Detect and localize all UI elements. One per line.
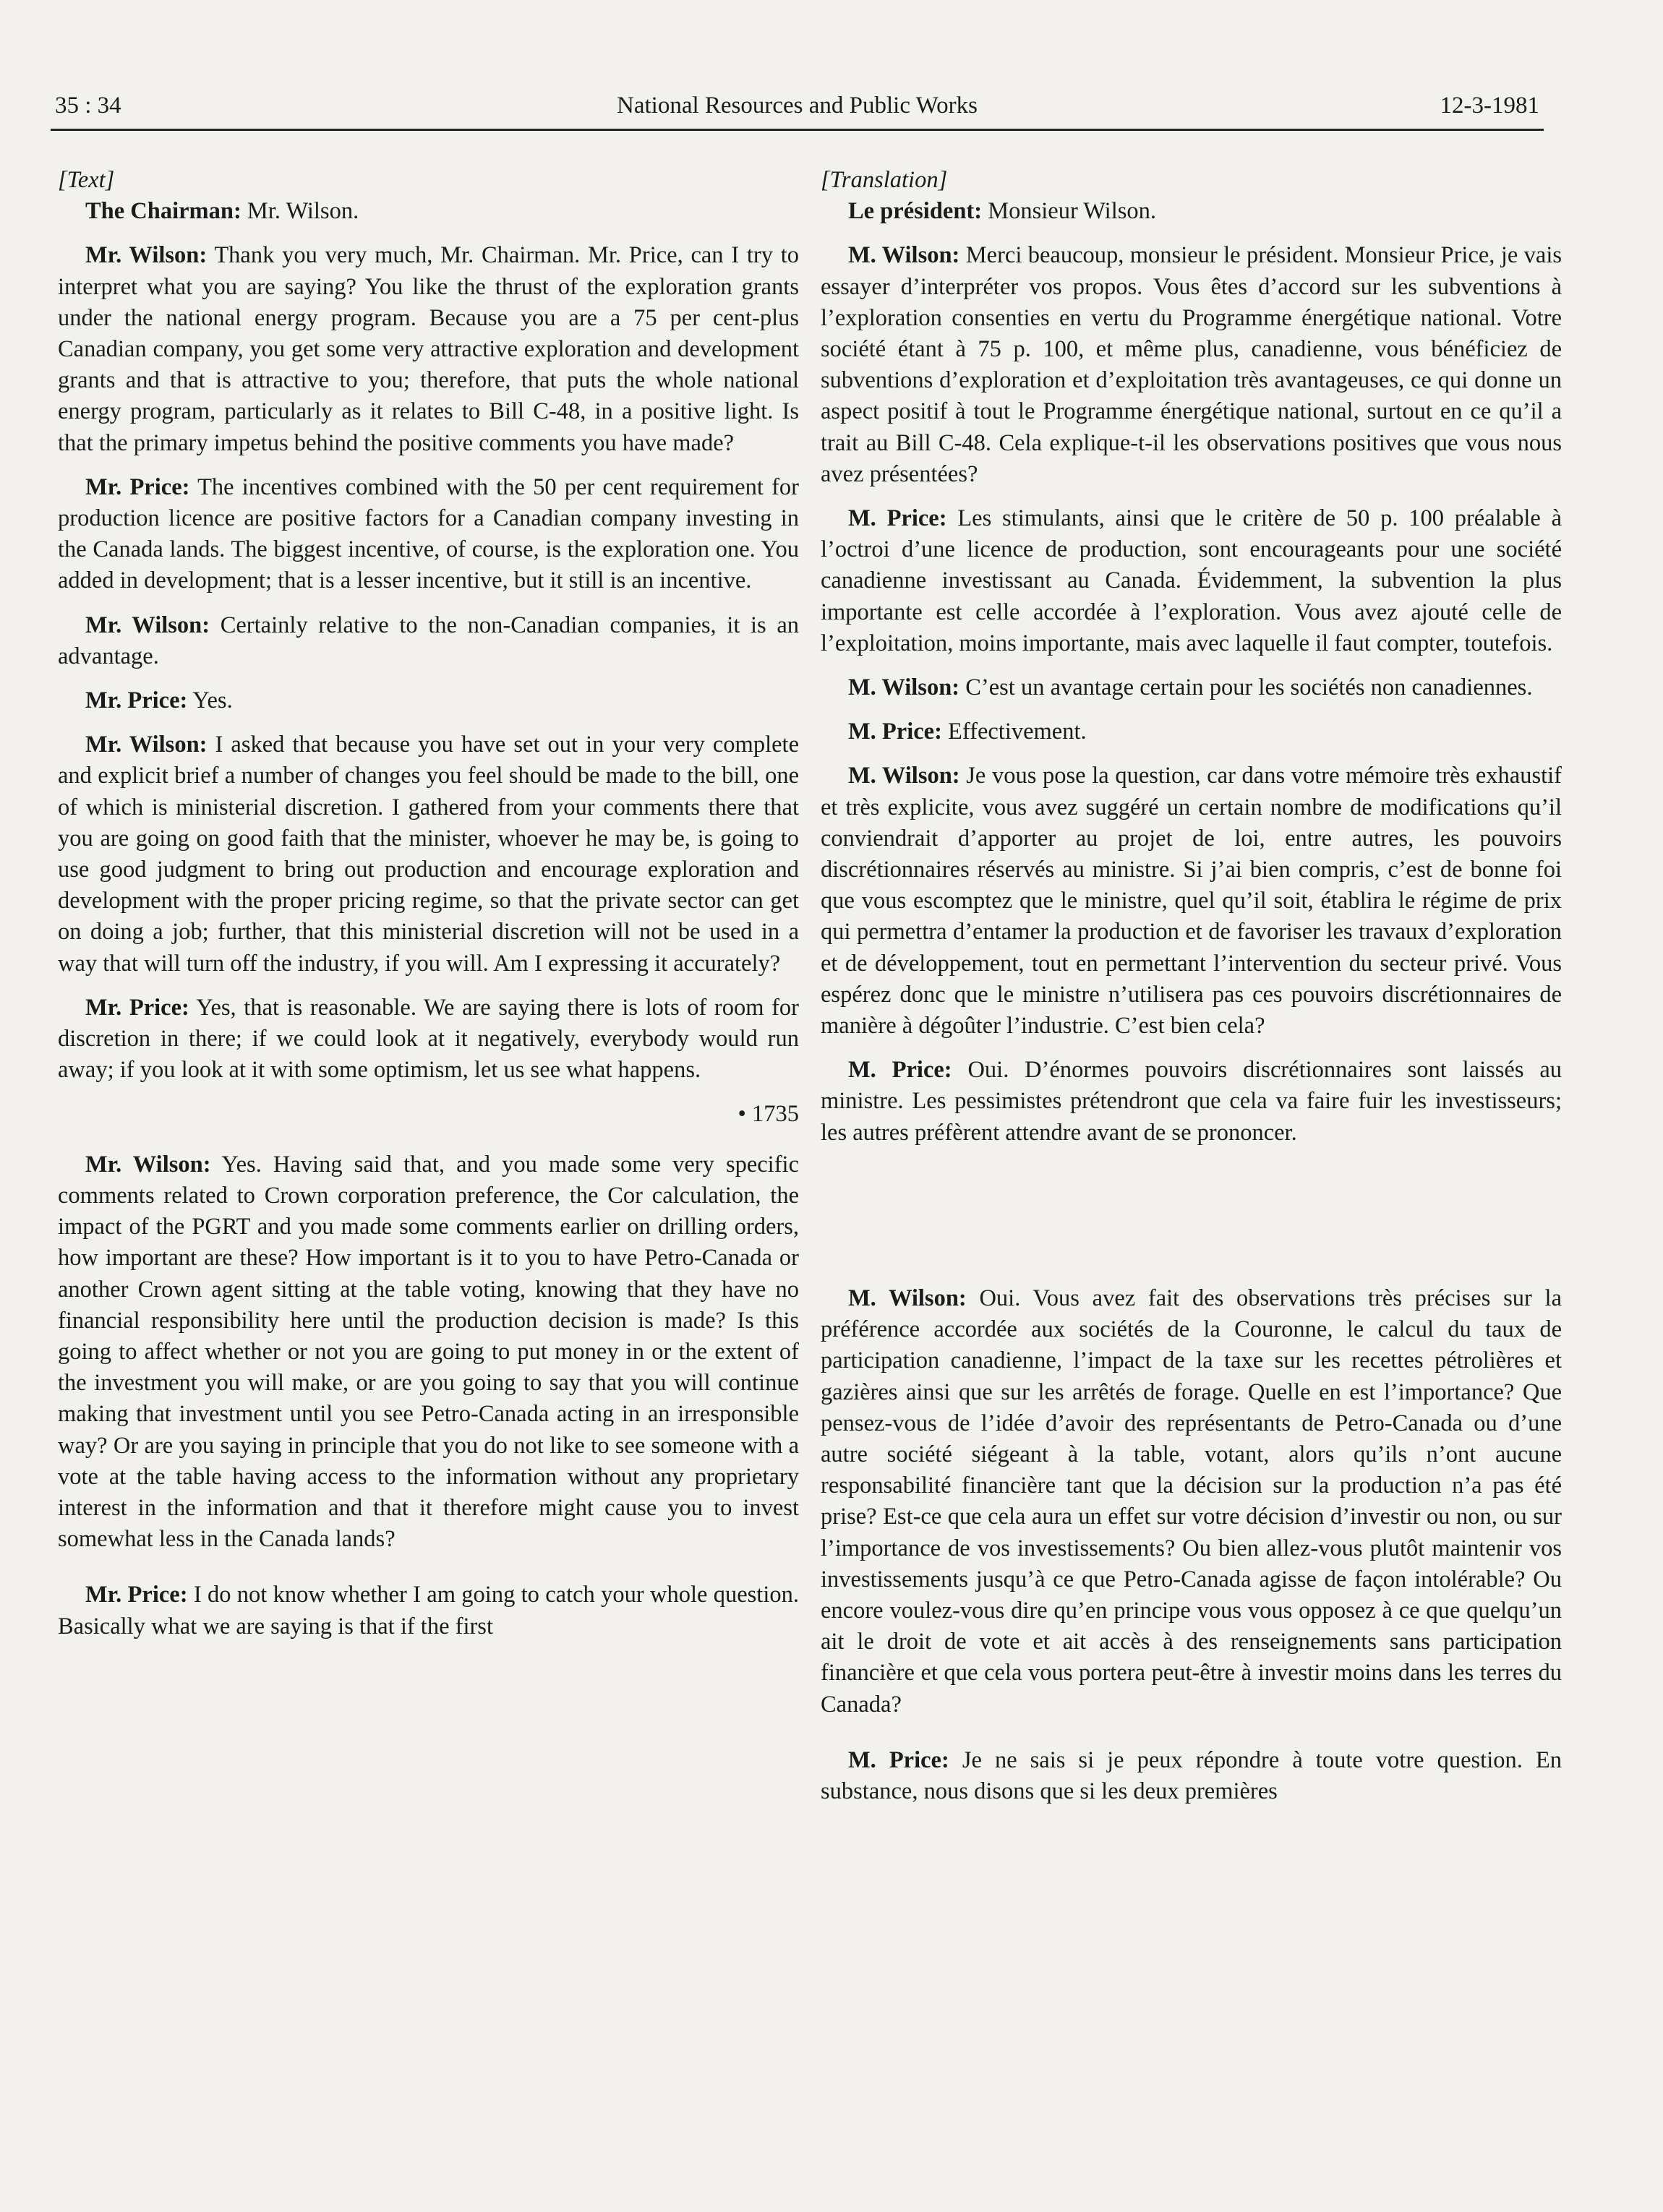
paragraph — [58, 610, 799, 672]
publication-title: National Resources and Public Works — [617, 93, 978, 119]
speech-text: The incentives combined with the 50 per cent requirement for production licence are positive factors for a Canadian company investing in the Canada lands. The biggest incentive, of course, is the exploration one. You added in development; that is a lesser incentive, but it still is an incentive. — [58, 473, 799, 594]
speaker-name: Mr. Price: — [85, 687, 188, 714]
page-header — [51, 85, 1544, 131]
paragraph — [58, 685, 799, 716]
speech-text: Yes. — [187, 687, 233, 714]
paragraph — [58, 1579, 799, 1642]
speaker-name: M. Price: — [848, 505, 947, 532]
speech-text: Je vous pose la question, car dans votre mémoire très exhaustif et très explicite, vous avez suggéré un certain nombre de modifications qu’il conviendrait d’apporter au projet de loi, entre autres, les pouvoirs discrétionnaires réservés au ministre. Si j’ai bien compris, c’est de bonne foi que vous escomptez que le ministre, quel qu’il soit, établira le régime de prix qui permettra d’entamer la production et de favoriser les travaux d’exploration et de développement, tout en permettant l’intervention du secteur privé. Vous espérez donc que le ministre n’utilisera pas ces pouvoirs discrétionnaires de manière à dégoûter l’industrie. C’est bien cela? — [821, 763, 1562, 1039]
section-tag: [Text] — [58, 167, 115, 193]
speech-text: Mr. Wilson. — [241, 198, 359, 225]
speech-text: Monsieur Wilson. — [982, 198, 1157, 225]
paragraph — [58, 240, 799, 458]
speaker-name: M. Price: — [848, 1057, 952, 1084]
speech-text: Merci beaucoup, monsieur le président. Monsieur Price, je vais essayer d’interpréter vos propos. Vous êtes d’accord sur les subventions à l’exploration consenties en vertu du Programme énergétique national. Votre société étant à 75 p. 100, et même plus, canadienne, vous bénéficiez de subventions d’exploration et d’exploitation très avantageuses, ce qui donne un aspect positif à tout le Programme énergétique national, surtout en ce qu’il a trait au Bill C-48. Cela explique-t-il les observations positives que vous nous avez présentées? — [821, 242, 1562, 487]
paragraph — [58, 729, 799, 979]
speaker-name: Mr. Wilson: — [85, 242, 208, 269]
speaker-name: Mr. Price: — [85, 473, 190, 500]
paragraph — [821, 760, 1562, 1042]
paragraph — [821, 1283, 1562, 1720]
speech-text: C’est un avantage certain pour les sociétés non canadiennes. — [959, 674, 1533, 701]
page-number: 35 : 34 — [55, 93, 121, 119]
english-column — [58, 165, 799, 1655]
speaker-name: Mr. Price: — [85, 994, 189, 1021]
speech-text: I do not know whether I am going to catch your whole question. Basically what we are saying is that if the first — [58, 1582, 799, 1639]
paragraph — [821, 1745, 1562, 1807]
speaker-name: M. Wilson: — [848, 1285, 967, 1311]
page-date: 12-3-1981 — [1440, 93, 1539, 119]
speaker-name: Le président: — [848, 198, 983, 225]
speech-text: Yes. Having said that, and you made some very specific comments related to Crown corporation preference, the Cor calculation, the impact of the PGRT and you made some comments earlier on drilling orders, how important are these? How important is it to you to have Petro-Canada or another Crown agent sitting at the table voting, knowing that they have no financial responsibility here until the production decision is made? Is this going to affect whether or not you are going to put money in or the extent of the investment you will make, or are you going to say that you will continue making that investment until you see Petro-Canada acting in an irresponsible way? Or are you saying in principle that you do not like to see someone with a vote at the table having access to the information without any proprietary interest in the information and that it therefore might cause you to invest somewhat less in the Canada lands? — [58, 1151, 799, 1553]
spacer — [821, 1162, 1562, 1240]
speech-text: Je ne sais si je peux répondre à toute votre question. En substance, nous disons que si les deux premières — [821, 1746, 1562, 1804]
speech-text: Oui. Vous avez fait des observations très précises sur la préférence accordée aux sociétés de la Couronne, le calcul du taux de participation canadienne, l’impact de la taxe sur les recettes pétrolières et gazières ainsi que sur les arrêtés de forage. Quelle en est l’importance? Que pensez-vous de l’idée d’avoir des représentants de Petro-Canada ou d’une autre société siégeant à la table, votant, alors qu’ils n’ont aucune responsabilité financière tant que la décision sur la production n’a pas été prise? Est-ce que cela aura un effet sur votre décision d’investir ou non, ou sur l’importance de vos investissements? Ou bien allez-vous plutôt maintenir vos investissements jusqu’à ce que Petro-Canada agisse de façon intolérable? Ou encore voulez-vous dire qu’en principe vous vous opposez à ce que quelqu’un ait le droit de vote et ait accès à des renseignements sans participation financière et que cela vous portera peut-être à investir moins dans les terres du Canada? — [821, 1285, 1562, 1718]
speech-text: Certainly relative to the non-Canadian companies, it is an advantage. — [58, 612, 799, 669]
speaker-name: Mr. Wilson: — [85, 1151, 211, 1178]
paragraph — [821, 240, 1562, 490]
speaker-name: M. Price: — [848, 1746, 949, 1773]
speech-text: Thank you very much, Mr. Chairman. Mr. Price, can I try to interpret what you are saying? You like the thrust of the exploration grants under the national energy program. Because you are a 75 per cent-plus Canadian company, you get some very attractive exploration and development grants and that is attractive to you; therefore, that puts the whole national energy program, particularly as it relates to Bill C-48, in a positive light. Is that the primary impetus behind the positive comments you have made? — [58, 242, 799, 456]
time-marker: • 1735 — [738, 1101, 799, 1128]
speech-text: Oui. D’énormes pouvoirs discrétionnaires sont laissés au ministre. Les pessimistes prétendront que cela va faire fuir les investisseurs; les autres préfèrent attendre avant de se prononcer. — [821, 1057, 1562, 1146]
speaker-name: The Chairman: — [85, 198, 241, 225]
speaker-name: Mr. Wilson: — [85, 732, 208, 758]
paragraph — [821, 672, 1562, 703]
paragraph — [821, 716, 1562, 747]
speaker-name: Mr. Wilson: — [85, 612, 210, 638]
speech-text: Les stimulants, ainsi que le critère de 50 p. 100 préalable à l’octroi d’une licence de production, sont encourageants pour une société canadienne investissant au Canada. Évidemment, la subvention la plus importante est celle accordée à l’exploration. Vous avez ajouté celle de l’exploitation, moins importante, mais avec laquelle il faut compter, toutefois. — [821, 505, 1562, 656]
speaker-name: Mr. Price: — [85, 1582, 188, 1608]
speech-text: I asked that because you have set out in your very complete and explicit brief a number of changes you feel should be made to the bill, one of which is ministerial discretion. I gathered from your comments there that you are going on good faith that the minister, whoever he may be, is going to use good judgment to bring out production and encourage exploration and development with the proper pricing regime, so that the private sector can get on doing a job; further, that this ministerial discretion will not be used in a way that will turn off the industry, if you will. Am I expressing it accurately? — [58, 732, 799, 977]
paragraph — [58, 472, 799, 597]
paragraph — [821, 503, 1562, 659]
section-tag: [Translation] — [821, 167, 948, 193]
paragraph — [58, 196, 799, 227]
speech-text: Effectivement. — [941, 719, 1087, 745]
speaker-name: M. Wilson: — [848, 763, 960, 789]
speaker-name: M. Wilson: — [848, 242, 960, 269]
paragraph — [821, 1055, 1562, 1149]
paragraph — [58, 993, 799, 1086]
paragraph — [58, 1149, 799, 1556]
french-column — [821, 165, 1562, 1820]
speaker-name: M. Price: — [848, 719, 942, 745]
paragraph — [821, 196, 1562, 227]
speech-text: Yes, that is reasonable. We are saying there is lots of room for discretion in there; if we could look at it negatively, everybody would run away; if you look at it with some optimism, let us see what happens. — [58, 994, 799, 1084]
speaker-name: M. Wilson: — [848, 674, 960, 701]
